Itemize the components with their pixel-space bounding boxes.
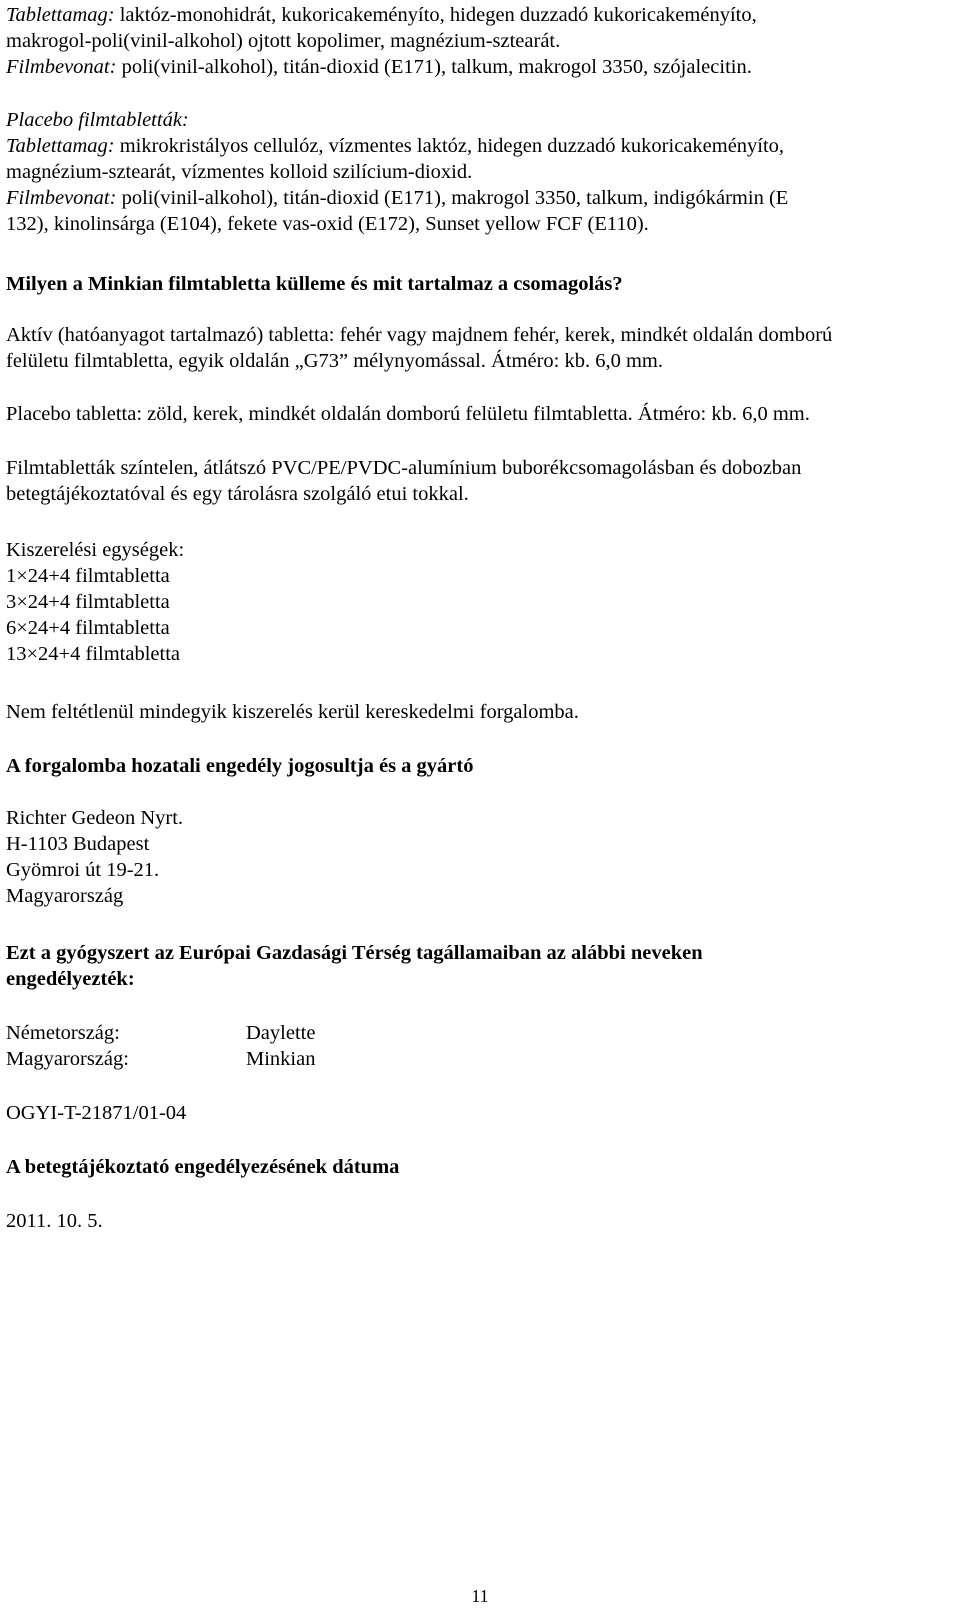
- ogyi-number: OGYI-T-21871/01-04: [6, 1102, 187, 1124]
- packaging-line-2: betegtájékoztatóval és egy tárolásra szolgáló etui tokkal.: [6, 483, 469, 505]
- placebo-heading: Placebo filmtabletták:: [6, 109, 189, 131]
- active-tablet-composition: [6, 2, 954, 80]
- placebo-coating-text-2: 132), kinolinsárga (E104), fekete vas-oxid (E172), Sunset yellow FCF (E110).: [6, 213, 649, 235]
- page-number: 11: [471, 1586, 489, 1606]
- pack-size-item: 1×24+4 filmtabletta: [6, 565, 170, 587]
- active-core-text-2: makrogol-poli(vinil-alkohol) ojtott kopolimer, magnézium-sztearát.: [6, 30, 561, 52]
- pack-sizes-heading: Kiszerelési egységek:: [6, 539, 185, 561]
- eea-heading-line-1: Ezt a gyógyszert az Európai Gazdasági Térség tagállamaiban az alábbi neveken: [6, 942, 703, 964]
- eea-heading: [6, 940, 954, 992]
- placebo-core-text-2: magnézium-sztearát, vízmentes kolloid szilícium-dioxid.: [6, 161, 473, 183]
- placebo-coating-line-1: [6, 185, 954, 211]
- date-heading: A betegtájékoztató engedélyezésének dátuma: [6, 1156, 400, 1178]
- pack-size-item: 3×24+4 filmtabletta: [6, 591, 170, 613]
- eea-heading-line-2: engedélyezték:: [6, 968, 135, 990]
- pack-size-item: 6×24+4 filmtabletta: [6, 617, 170, 639]
- placebo-coating-label: Filmbevonat:: [6, 187, 117, 209]
- eea-name-row: [6, 1020, 954, 1046]
- eea-product-name: Daylette: [246, 1022, 316, 1044]
- placebo-core-label: Tablettamag:: [6, 135, 115, 157]
- pack-sizes: [6, 537, 954, 667]
- placebo-coating-text-1: poli(vinil-alkohol), titán-dioxid (E171), makrogol 3350, talkum, indigókármin (E: [116, 187, 789, 209]
- placebo-composition: [6, 107, 954, 237]
- active-appearance-line-2: felületu filmtabletta, egyik oldalán „G73” mélynyomással. Átméro: kb. 6,0 mm.: [6, 350, 663, 372]
- active-core-text-1: laktóz-monohidrát, kukoricakeményíto, hidegen duzzadó kukoricakeményíto,: [114, 4, 757, 26]
- active-coating-line: [6, 54, 954, 80]
- holder-address: [6, 805, 954, 909]
- placebo-core-line-1: [6, 133, 954, 159]
- holder-address-line: Magyarország: [6, 885, 124, 907]
- eea-product-name: Minkian: [246, 1048, 316, 1070]
- eea-country: Németország:: [6, 1022, 120, 1044]
- eea-name-row: [6, 1046, 954, 1072]
- placebo-appearance: Placebo tabletta: zöld, kerek, mindkét oldalán domború felületu filmtabletta. Átméro: kb. 6,0 mm.: [6, 403, 810, 425]
- holder-address-line: Gyömroi út 19-21.: [6, 859, 160, 881]
- packaging-line-1: Filmtabletták színtelen, átlátszó PVC/PE/PVDC-alumínium buborékcsomagolásban és dobozban: [6, 457, 802, 479]
- eea-names-table: [6, 1020, 954, 1072]
- pack-size-item: 13×24+4 filmtabletta: [6, 643, 180, 665]
- active-core-label: Tablettamag:: [6, 4, 115, 26]
- active-core-line-1: [6, 2, 954, 28]
- eea-country: Magyarország:: [6, 1048, 129, 1070]
- holder-address-line: Richter Gedeon Nyrt.: [6, 807, 184, 829]
- packaging-description: [6, 455, 954, 507]
- appearance-heading: Milyen a Minkian filmtabletta külleme és mit tartalmaz a csomagolás?: [6, 273, 623, 295]
- active-appearance-line-1: Aktív (hatóanyagot tartalmazó) tabletta: fehér vagy majdnem fehér, kerek, mindkét oldalán domború: [6, 324, 833, 346]
- holder-address-line: H-1103 Budapest: [6, 833, 150, 855]
- pack-sizes-note: Nem feltétlenül mindegyik kiszerelés kerül kereskedelmi forgalomba.: [6, 701, 579, 723]
- approval-date: 2011. 10. 5.: [6, 1210, 103, 1232]
- placebo-core-text-1: mikrokristályos cellulóz, vízmentes laktóz, hidegen duzzadó kukoricakeményíto,: [114, 135, 785, 157]
- holder-heading: A forgalomba hozatali engedély jogosultja és a gyártó: [6, 755, 474, 777]
- active-appearance: [6, 322, 954, 374]
- active-coating-label: Filmbevonat:: [6, 56, 117, 78]
- active-coating-text-1: poli(vinil-alkohol), titán-dioxid (E171), talkum, makrogol 3350, szójalecitin.: [116, 56, 752, 78]
